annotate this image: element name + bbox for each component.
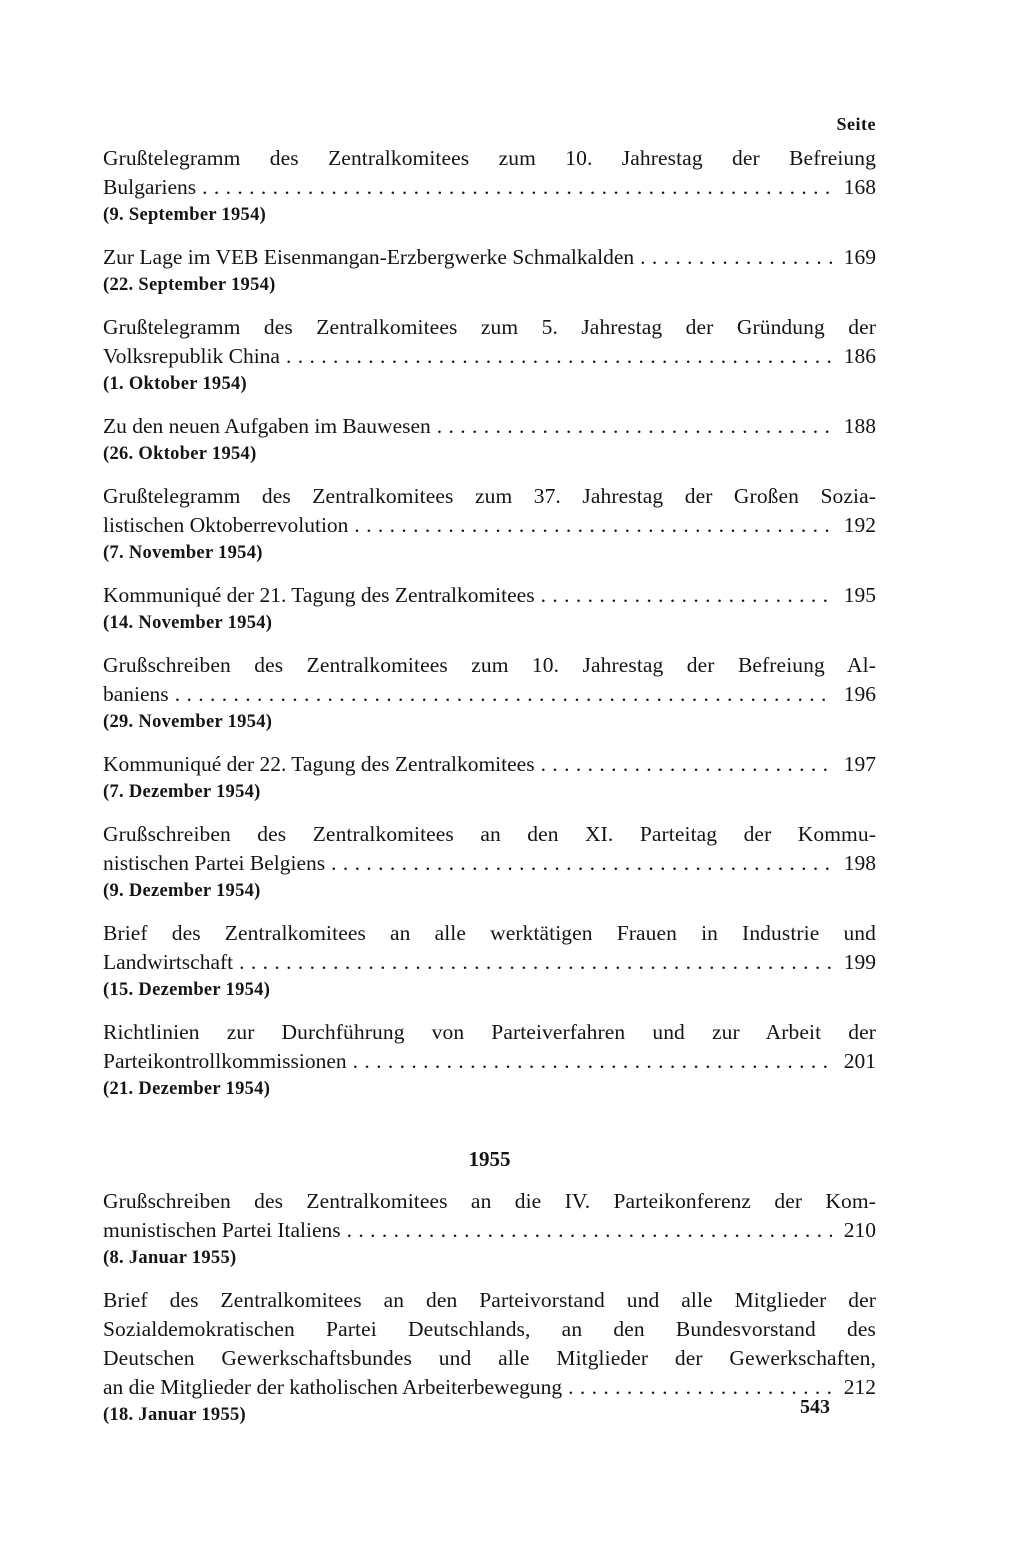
toc-entry-title-end: baniens [103, 682, 169, 706]
toc-entry-title-end: Kommuniqué der 22. Tagung des Zentralkomitees [103, 752, 535, 776]
dot-leader [437, 412, 832, 441]
toc-entry [103, 581, 876, 637]
toc-entry-title-line: Brief des Zentralkomitees an alle werktätigen Frauen in Industrie und [103, 921, 876, 945]
toc-entry-title-line: Grußschreiben des Zentralkomitees zum 10. Jahrestag der Befreiung Al- [103, 653, 876, 677]
toc-entry-date: (29. November 1954) [103, 712, 273, 732]
dot-leader [175, 680, 832, 709]
toc-entry-leader-line [103, 849, 876, 878]
toc-entry-page: 210 [843, 1218, 876, 1242]
toc-entry-title-line: Grußtelegramm des Zentralkomitees zum 37. Jahrestag der Großen Sozia- [103, 484, 876, 508]
toc-entry-title-end: nistischen Partei Belgiens [103, 851, 326, 875]
dot-leader [353, 1047, 832, 1076]
toc-entry-title-line: Grußtelegramm des Zentralkomitees zum 10. Jahrestag der Befreiung [103, 146, 876, 170]
dot-leader [239, 948, 832, 977]
toc-entry-page: 199 [843, 950, 876, 974]
dot-leader [286, 342, 832, 371]
toc-entry-title-line: Sozialdemokratischen Partei Deutschlands, an den Bundesvorstand des [103, 1317, 876, 1341]
toc-entry-title-end: Bulgariens [103, 175, 197, 199]
toc-entry-page: 192 [843, 513, 876, 537]
toc-entry [103, 750, 876, 806]
toc-entry-title-line: Richtlinien zur Durchführung von Parteiverfahren und zur Arbeit der [103, 1020, 876, 1044]
toc-entry-date: (9. September 1954) [103, 205, 267, 225]
toc-section-1954 [103, 144, 876, 1103]
toc-entry-date: (1. Oktober 1954) [103, 374, 248, 394]
toc-entry [103, 243, 876, 299]
toc-entry [103, 412, 876, 468]
toc-entry-title-end: Parteikontrollkommissionen [103, 1049, 347, 1073]
toc-entry-leader-line [103, 342, 876, 371]
toc-entry-title-line: Brief des Zentralkomitees an den Parteivorstand und alle Mitglieder der [103, 1288, 876, 1312]
dot-leader [541, 581, 832, 610]
toc-entry [103, 1187, 876, 1272]
page-number: 543 [800, 1396, 830, 1418]
toc-entry-date: (18. Januar 1955) [103, 1405, 247, 1425]
toc-entry-title-end: Volksrepublik China [103, 344, 280, 368]
dot-leader [202, 173, 832, 202]
toc-entry-page: 197 [843, 752, 876, 776]
toc-entry [103, 313, 876, 398]
toc-entry-leader-line [103, 243, 876, 272]
dot-leader [331, 849, 832, 878]
toc-entry-date: (9. Dezember 1954) [103, 881, 261, 901]
toc-entry-page: 196 [843, 682, 876, 706]
toc-entry-date: (8. Januar 1955) [103, 1248, 237, 1268]
toc-entry-title-end: an die Mitglieder der katholischen Arbeiterbewegung [103, 1375, 563, 1399]
toc-entry-page: 195 [843, 583, 876, 607]
toc-section-1955 [103, 1187, 876, 1429]
toc-entry-page: 188 [843, 414, 876, 438]
dot-leader [354, 511, 832, 540]
toc-entry-title-end: Zur Lage im VEB Eisenmangan-Erzbergwerke Schmalkalden [103, 245, 635, 269]
dot-leader [347, 1216, 832, 1245]
toc-entry [103, 1286, 876, 1429]
toc-entry [103, 1018, 876, 1103]
toc-entry-title-end: Zu den neuen Aufgaben im Bauwesen [103, 414, 431, 438]
toc-entry-leader-line [103, 750, 876, 779]
toc-entry-date: (22. September 1954) [103, 275, 276, 295]
toc-entry-date: (21. Dezember 1954) [103, 1079, 271, 1099]
year-heading: 1955 [468, 1147, 511, 1171]
toc-entry [103, 919, 876, 1004]
toc-entry-title-end: listischen Oktoberrevolution [103, 513, 349, 537]
page-column-label: Seite [836, 114, 876, 134]
dot-leader [541, 750, 832, 779]
toc-entry-leader-line [103, 173, 876, 202]
toc-entry-page: 169 [843, 245, 876, 269]
toc-entry-leader-line [103, 1373, 876, 1402]
toc-entry-date: (7. Dezember 1954) [103, 782, 261, 802]
toc-entry-title-end: munistischen Partei Italiens [103, 1218, 341, 1242]
toc-entry-page: 168 [843, 175, 876, 199]
toc-entry [103, 144, 876, 229]
dot-leader [640, 243, 832, 272]
toc-entry-title-line: Grußschreiben des Zentralkomitees an die IV. Parteikonferenz der Kom- [103, 1189, 876, 1213]
toc-entry-leader-line [103, 948, 876, 977]
table-of-contents [103, 144, 876, 1443]
toc-entry-date: (14. November 1954) [103, 613, 273, 633]
toc-entry [103, 820, 876, 905]
toc-entry-title-line: Grußschreiben des Zentralkomitees an den XI. Parteitag der Kommu- [103, 822, 876, 846]
toc-entry-date: (7. November 1954) [103, 543, 263, 563]
toc-entry-title-line: Grußtelegramm des Zentralkomitees zum 5. Jahrestag der Gründung der [103, 315, 876, 339]
toc-entry-title-end: Landwirtschaft [103, 950, 234, 974]
toc-entry-title-line: Deutschen Gewerkschaftsbundes und alle Mitglieder der Gewerkschaften, [103, 1346, 876, 1370]
toc-entry-leader-line [103, 1047, 876, 1076]
toc-entry-leader-line [103, 581, 876, 610]
dot-leader [568, 1373, 832, 1402]
toc-entry-title-end: Kommuniqué der 21. Tagung des Zentralkomitees [103, 583, 535, 607]
toc-entry-leader-line [103, 680, 876, 709]
toc-entry [103, 651, 876, 736]
toc-entry-date: (26. Oktober 1954) [103, 444, 257, 464]
toc-entry-page: 186 [843, 344, 876, 368]
toc-entry-leader-line [103, 511, 876, 540]
toc-entry-page: 201 [843, 1049, 876, 1073]
toc-entry-leader-line [103, 412, 876, 441]
toc-entry [103, 482, 876, 567]
toc-entry-leader-line [103, 1216, 876, 1245]
toc-entry-page: 198 [843, 851, 876, 875]
toc-entry-page: 212 [843, 1375, 876, 1399]
toc-entry-date: (15. Dezember 1954) [103, 980, 271, 1000]
